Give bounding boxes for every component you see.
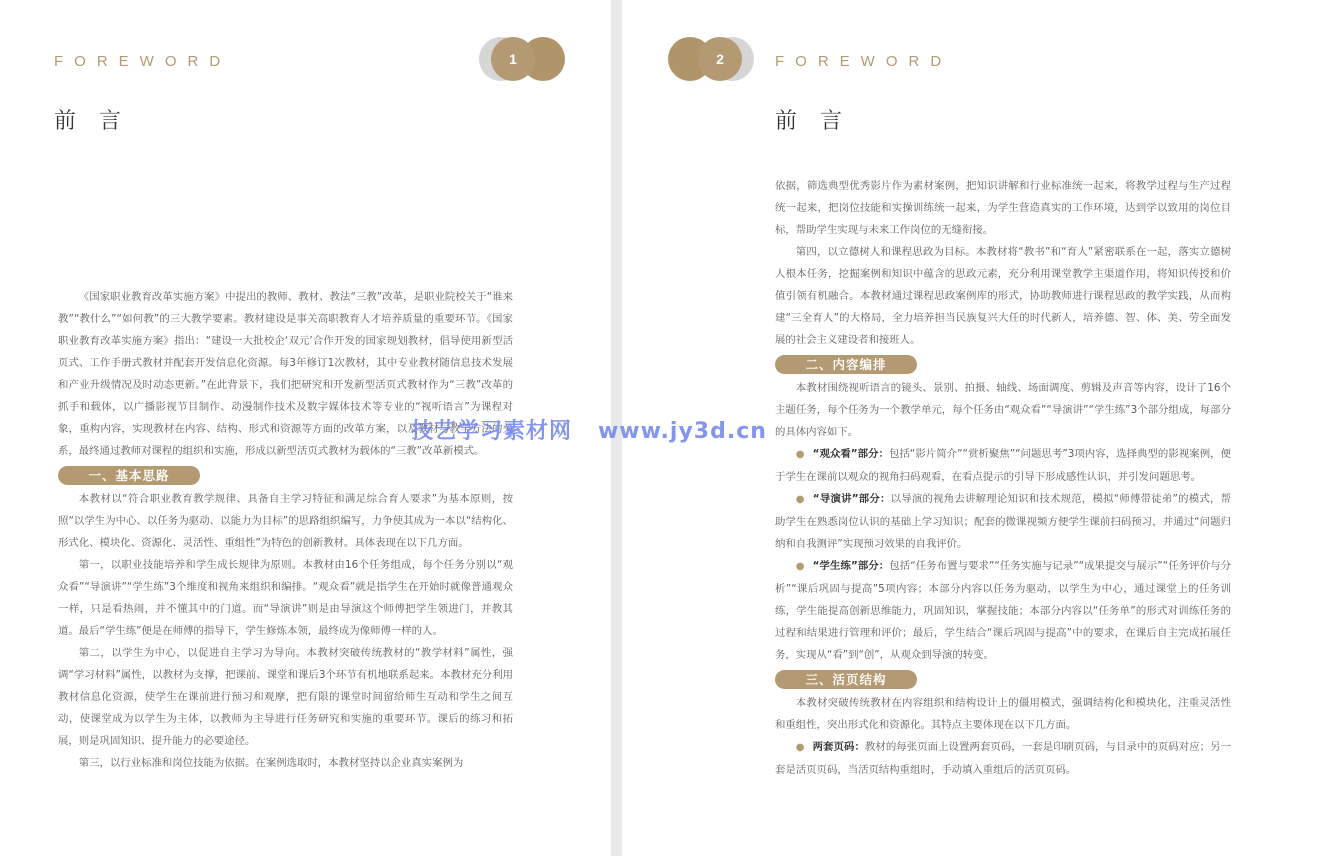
bullet-dot-icon: ● [795,449,805,460]
page-number: 2 [716,51,724,67]
bullet-item: ● 两套页码：教材的每张页面上设置两套页码，一套是印刷页码，与目录中的页码对应；另一套是活页页码，当活页结构重组时，手动填入重组后的活页页码。 [775,741,1231,776]
bullet-item: ● “观众看”部分：包括“影片简介”“赏析聚焦”“问题思考”3项内容，选择典型的影视案例，便于学生在课前以观众的视角扫码观看，在看点提示的引导下形成感性认识，并引发问题思考。 [775,448,1231,483]
bullet-item: ● “学生练”部分：包括“任务布置与要求”“任务实施与记录”“成果提交与展示”“任务评价与分析”“课后巩固与提高”5项内容；本部分内容以任务为驱动，以学生为中心，通过课堂上的任务训练，学生能提高创新思维能力，巩固知识，掌握技能；本部分内容以“任务单”的形式对训练任务的过程和结果进行管理和评价；最后，学生结合“课后巩固与提高”中的要求，在课后自主完成拓展任务，实现从“看”到“创”，从观众到导演的转变。 [775,560,1231,661]
paragraph: 本教材突破传统教材在内容组织和结构设计上的僵用模式，强调结构化和模块化，注重灵活性和重组性，突出形式化和资源化。其特点主要体现在以下几方面。 [775,697,1231,731]
paragraph: 第四，以立德树人和课程思政为目标。本教材将“教书”和“育人”紧密联系在一起，落实立德树人根本任务，挖掘案例和知识中蕴含的思政元素，充分利用课堂教学主渠道作用，将知识传授和价值引领有机融合。本教材通过课程思政案例库的形式，协助教师进行课程思政的教学实践，从而构建“三全育人”的大格局，全力培养担当民族复兴大任的时代新人，培养德、智、体、美、劳全面发展的社会主义建设者和接班人。 [775,246,1231,346]
right-body [775,175,1231,781]
paragraph: 本教材围绕视听语言的镜头、景别、拍摄、轴线、场面调度、剪辑及声音等内容，设计了16个主题任务，每个任务为一个教学单元，每个任务由“观众看”“导演讲”“学生练”3个部分组成，每部分的具体内容如下。 [775,382,1231,438]
paragraph: 第三，以行业标准和岗位技能为依据。在案例选取时，本教材坚持以企业真实案例为 [78,757,464,769]
paragraph: 本教材以“符合职业教育教学规律、具备自主学习特征和满足综合育人要求”为基本原则，按照“以学生为中心、以任务为驱动、以能力为目标”的思路组织编写，力争使其成为一本以“结构化、形式化、模块化、资源化、灵活性、重组性”为特色的创新教材。具体表现在以下几方面。 [58,493,513,549]
section-heading-1: 一、基本思路 [58,466,200,485]
section-heading-3: 三、活页结构 [775,670,917,689]
page-title: 前 言 [54,109,129,134]
foreword-header: FOREWORD [775,53,953,70]
page-title: 前 言 [775,109,850,134]
intro-paragraph: 《国家职业教育改革实施方案》中提出的教师、教材、教法“三教”改革，是职业院校关于“谁来教”“教什么”“如何教”的三大教学要素。教材建设是事关高职教育人才培养质量的重要环节。《国家职业教育改革实施方案》指出：“建设一大批校企‘双元’合作开发的国家规划教材，倡导使用新型活页式、工作手册式教材并配套开发信息化资源。每3年修订1次教材，其中专业教材随信息技术发展和产业升级情况及时动态更新。”在此背景下，我们把研究和开发新型活页式教材作为“三教”改革的抓手和载体，以广播影视节目制作、动漫制作技术及数字媒体技术等专业的“视听语言”为课程对象，重构内容，实现教材在内容、结构、形式和资源等方面的改革方案，以及教材与教学方法的关系，最终通过教师对课程的组织和实施，形成以新型活页式教材为载体的“三教”改革新模式。 [58,291,513,457]
foreword-header: FOREWORD [54,53,232,70]
bullet-dot-icon: ● [795,561,805,572]
bullet-item: ● “导演讲”部分：以导演的视角去讲解理论知识和技术规范，模拟“师傅带徒弟”的模式，帮助学生在熟悉岗位认识的基础上学习知识；配套的微课视频方便学生课前扫码预习，并通过“问题归纳和自我测评”实现预习效果的自我评价。 [775,493,1231,550]
page-number: 1 [509,51,517,67]
left-body [58,286,513,774]
bullet-dot-icon: ● [795,742,805,753]
paragraph: 第二，以学生为中心，以促进自主学习为导向。本教材突破传统教材的“教学材料”属性，强调“学习材料”属性，以教材为支撑，把课前、课堂和课后3个环节有机地联系起来。本教材充分利用教材信息化资源，使学生在课前进行预习和观摩，把有限的课堂时间留给师生互动和学生之间互动，使课堂成为以学生为主体，以教师为主导进行任务研究和实施的重要环节。课后的练习和拓展，则是巩固知识、提升能力的必要途径。 [58,647,513,747]
section-heading-2: 二、内容编排 [775,355,917,374]
paragraph: 依据，筛选典型优秀影片作为素材案例，把知识讲解和行业标准统一起来，将教学过程与生产过程统一起来，把岗位技能和实操训练统一起来，为学生营造真实的工作环境，达到学以致用的岗位目标，帮助学生实现与未来工作岗位的无缝衔接。 [775,180,1231,236]
bullet-dot-icon: ● [795,494,805,505]
paragraph: 第一，以职业技能培养和学生成长规律为原则。本教材由16个任务组成，每个任务分别以“观众看”“导演讲”“学生练”3个维度和视角来组织和编排。“观众看”就是指学生在开始时就像普通观众一样，只是看热闹，并不懂其中的门道。而“导演讲”则是由导演这个师傅把学生领进门，并教其道。最后“学生练”便是在师傅的指导下，学生修炼本领，最终成为像师傅一样的人。 [58,559,513,637]
watermark: 技艺学习素材网 www.jy3d.cn [411,419,767,444]
